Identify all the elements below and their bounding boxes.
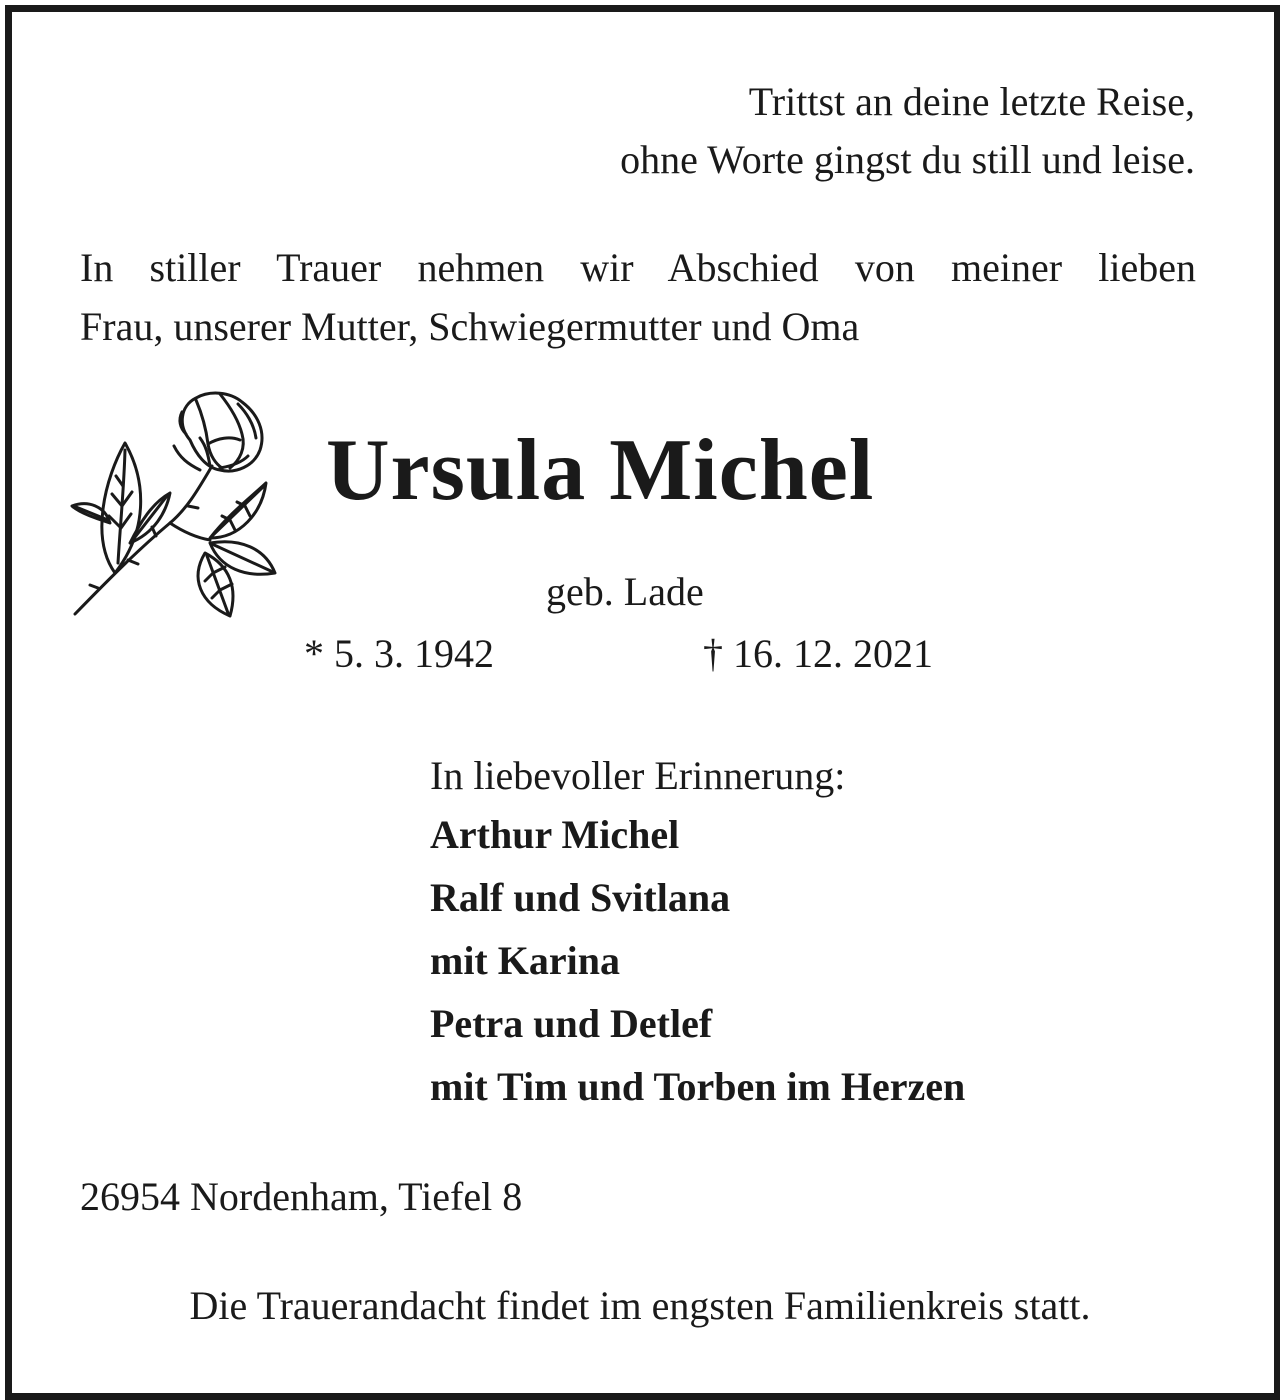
maiden-name: geb. Lade	[546, 569, 704, 614]
intro-line-1: In stiller Trauer nehmen wir Abschied von meiner lieben	[80, 245, 1196, 290]
intro-line-2: Frau, unserer Mutter, Schwiegermutter und Oma	[80, 304, 860, 349]
poem-line-1: Trittst an deine letzte Reise,	[748, 79, 1195, 124]
ceremony-notice: Die Trauerandacht findet im engsten Familienkreis statt.	[189, 1283, 1091, 1328]
mourner-name: mit Karina	[430, 938, 620, 983]
mourner-name: Petra und Detlef	[430, 1001, 713, 1046]
poem-line-2: ohne Worte gingst du still und leise.	[620, 137, 1195, 182]
death-date: † 16. 12. 2021	[703, 631, 933, 676]
rose-icon	[70, 388, 280, 620]
mourners-heading: In liebevoller Erinnerung:	[430, 753, 846, 798]
mourner-name: Arthur Michel	[430, 812, 680, 857]
mourner-name: mit Tim und Torben im Herzen	[430, 1064, 966, 1109]
deceased-name: Ursula Michel	[326, 422, 875, 519]
birth-date: * 5. 3. 1942	[304, 631, 494, 676]
mourner-name: Ralf und Svitlana	[430, 875, 731, 920]
address: 26954 Nordenham, Tiefel 8	[80, 1174, 523, 1219]
